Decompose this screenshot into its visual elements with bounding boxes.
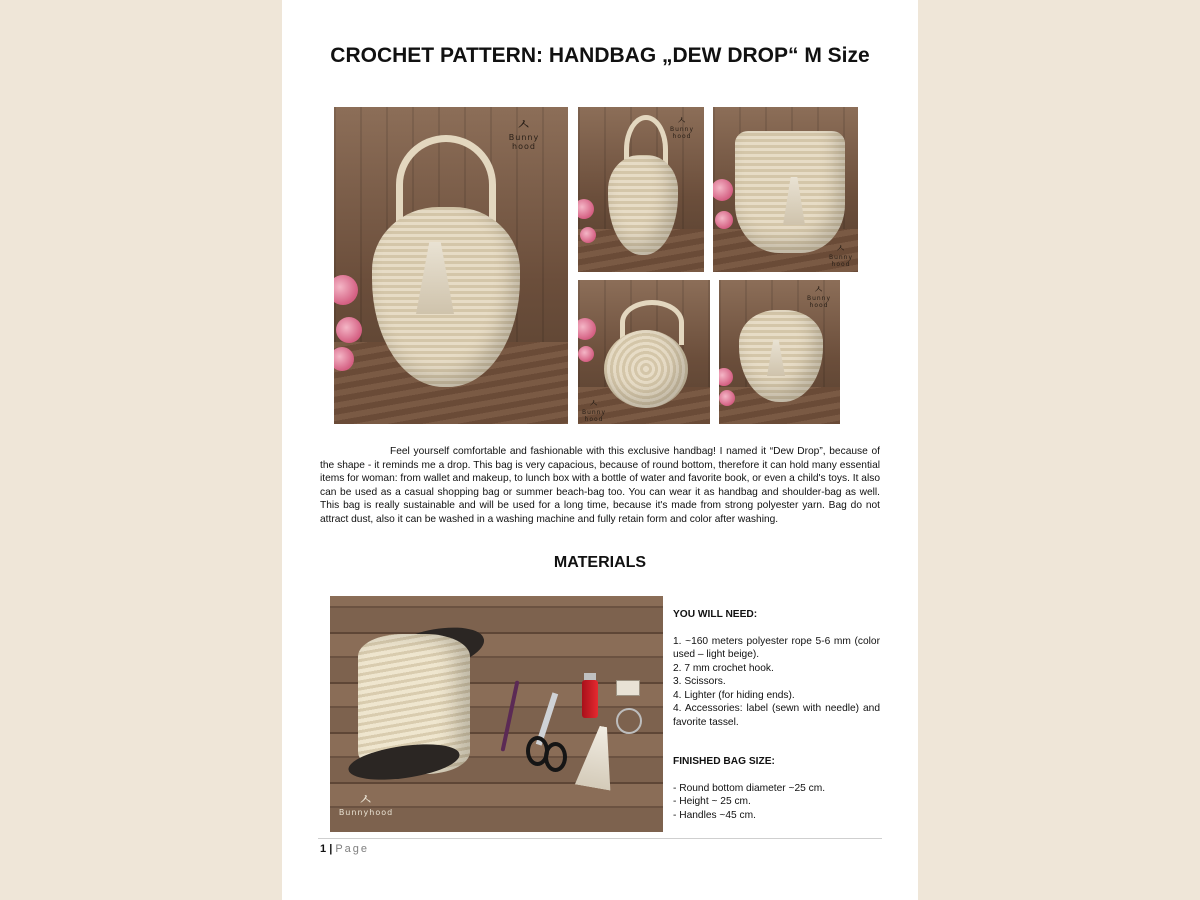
bunnyhood-logo	[334, 792, 398, 817]
footer-separator: |	[329, 843, 333, 855]
rose-decoration	[719, 390, 735, 406]
page-footer	[320, 843, 369, 855]
logo-text-2: hood	[672, 133, 692, 140]
rose-decoration	[578, 199, 594, 219]
materials-info	[673, 608, 880, 822]
bunnyhood-logo	[805, 284, 833, 309]
page-number: 1	[320, 843, 327, 855]
materials-item: 4. Lighter (for hiding ends).	[673, 689, 795, 701]
bunny-ears-icon: ㅅ	[515, 115, 533, 134]
logo-text-2: hood	[831, 261, 851, 268]
bunny-ears-icon: ㅅ	[676, 114, 688, 127]
rose-decoration	[715, 211, 733, 229]
size-item: - Height ~ 25 cm.	[673, 796, 751, 807]
logo-text-1: Bunny	[828, 254, 854, 261]
footer-divider	[318, 838, 882, 839]
bunny-ears-icon: ㅅ	[588, 397, 600, 410]
materials-list	[673, 635, 880, 730]
bag-photo-side	[578, 107, 704, 272]
logo-text-1: Bunny	[669, 126, 695, 133]
rose-decoration	[578, 346, 594, 362]
bunnyhood-logo	[504, 117, 544, 151]
bag-photo-bottom	[578, 280, 710, 424]
logo-text-2: hood	[512, 142, 536, 151]
bag-bottom	[604, 330, 688, 408]
label-tag	[616, 680, 640, 696]
bunnyhood-logo	[580, 398, 608, 423]
rose-decoration	[336, 317, 362, 343]
page-title: CROCHET PATTERN: HANDBAG „DEW DROP“ M Size	[330, 44, 870, 67]
description-paragraph: Feel yourself comfortable and fashionable with this exclusive handbag! I named it “Dew Drop”, because of the shape - it reminds me a drop. This bag is very capacious, because of round bottom, therefore it can hold many essential items for woman: from wallet and makeup, to lunch box with a bottle of water and favorite book, or even a child's toys. It also can be used as a casual shopping bag or summer beach-bag too. You can wear it as handbag and shoulder-bag as well. This bag is really sustainable and will be used for a long time, because it's made from strong polyester yarn. Bag do not attract dust, also it can be washed in a washing machine and fully retain form and color after washing.	[320, 446, 880, 525]
rose-decoration	[713, 179, 733, 201]
logo-text-1: Bunny	[508, 133, 540, 142]
rose-decoration	[719, 368, 733, 386]
rose-decoration	[580, 227, 596, 243]
key-ring	[616, 708, 642, 734]
materials-heading: MATERIALS	[553, 554, 647, 571]
lighter	[582, 680, 598, 718]
materials-tassel	[575, 723, 621, 790]
bag-photo-main	[334, 107, 568, 424]
logo-text-2: hood	[809, 302, 829, 309]
bunny-ears-icon: ㅅ	[835, 242, 847, 255]
size-list	[673, 782, 880, 823]
logo-text-1: Bunny	[806, 295, 832, 302]
bag-photo-open	[713, 107, 858, 272]
bunnyhood-logo	[827, 243, 855, 268]
size-item: - Handles ~45 cm.	[673, 809, 756, 821]
you-will-need-heading: YOU WILL NEED:	[673, 609, 758, 620]
document-page	[282, 0, 918, 900]
rose-decoration	[578, 318, 596, 340]
page-label: Page	[335, 843, 370, 855]
bunnyhood-logo	[666, 115, 698, 140]
bunny-ears-icon: ㅅ	[813, 283, 825, 296]
materials-item: 1. ~160 meters polyester rope 5-6 mm (color used – light beige).	[673, 635, 880, 660]
materials-item: 4. Accessories: label (sewn with needle) and favorite tassel.	[673, 703, 880, 728]
size-item: - Round bottom diameter ~25 cm.	[673, 782, 826, 794]
logo-text-full: Bunnyhood	[338, 808, 394, 817]
bunny-ears-icon: ㅅ	[357, 790, 375, 809]
logo-text-2: hood	[584, 416, 604, 423]
materials-item: 3. Scissors.	[673, 676, 726, 687]
crochet-hook	[501, 680, 520, 751]
materials-item: 2. 7 mm crochet hook.	[673, 662, 774, 674]
scissors-handle	[544, 742, 567, 772]
logo-text-1: Bunny	[581, 409, 607, 416]
bag-photo-top	[719, 280, 840, 424]
materials-photo	[330, 596, 663, 832]
finished-size-heading: FINISHED BAG SIZE:	[673, 756, 775, 767]
rose-decoration	[334, 275, 358, 305]
